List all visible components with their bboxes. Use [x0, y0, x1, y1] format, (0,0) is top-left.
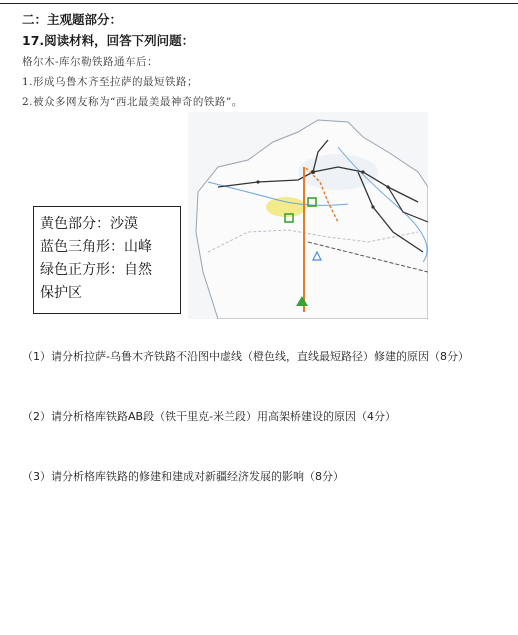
- material-point-1: 1.形成乌鲁木齐至拉萨的最短铁路；: [22, 76, 199, 88]
- top-rule: [0, 3, 518, 4]
- railway-map: [188, 112, 428, 319]
- legend-peak: 蓝色三角形：山峰: [40, 239, 152, 255]
- city-dot: [311, 170, 315, 174]
- question-2: （2）请分析格库铁路AB段（铁干里克-米兰段）用高架桥建设的原因（4分）: [22, 410, 397, 423]
- legend-desert: 黄色部分：沙漠: [40, 216, 138, 232]
- section-heading: 二：主观题部分：: [22, 12, 123, 27]
- question-heading: 17.阅读材料，回答下列问题：: [22, 33, 195, 48]
- legend-reserve: 绿色正方形：自然: [40, 262, 152, 278]
- material-point-2: 2.被众多网友称为“西北最美最神奇的铁路”。: [22, 96, 243, 108]
- map-legend-box: [33, 206, 181, 314]
- railway-map-graphic: [188, 112, 428, 319]
- question-1: （1）请分析拉萨-乌鲁木齐铁路不沿图中虚线（橙色线，直线最短路径）修建的原因（8分）: [22, 350, 469, 363]
- legend-reserve-cont: 保护区: [40, 285, 82, 301]
- city-dot-3: [361, 170, 364, 173]
- question-3: （3）请分析格库铁路的修建和建成对新疆经济发展的影响（8分）: [22, 470, 344, 483]
- material-intro: 格尔木-库尔勒铁路通车后：: [22, 56, 159, 68]
- city-dot-5: [371, 205, 374, 208]
- city-dot-2: [256, 180, 259, 183]
- city-dot-4: [386, 185, 389, 188]
